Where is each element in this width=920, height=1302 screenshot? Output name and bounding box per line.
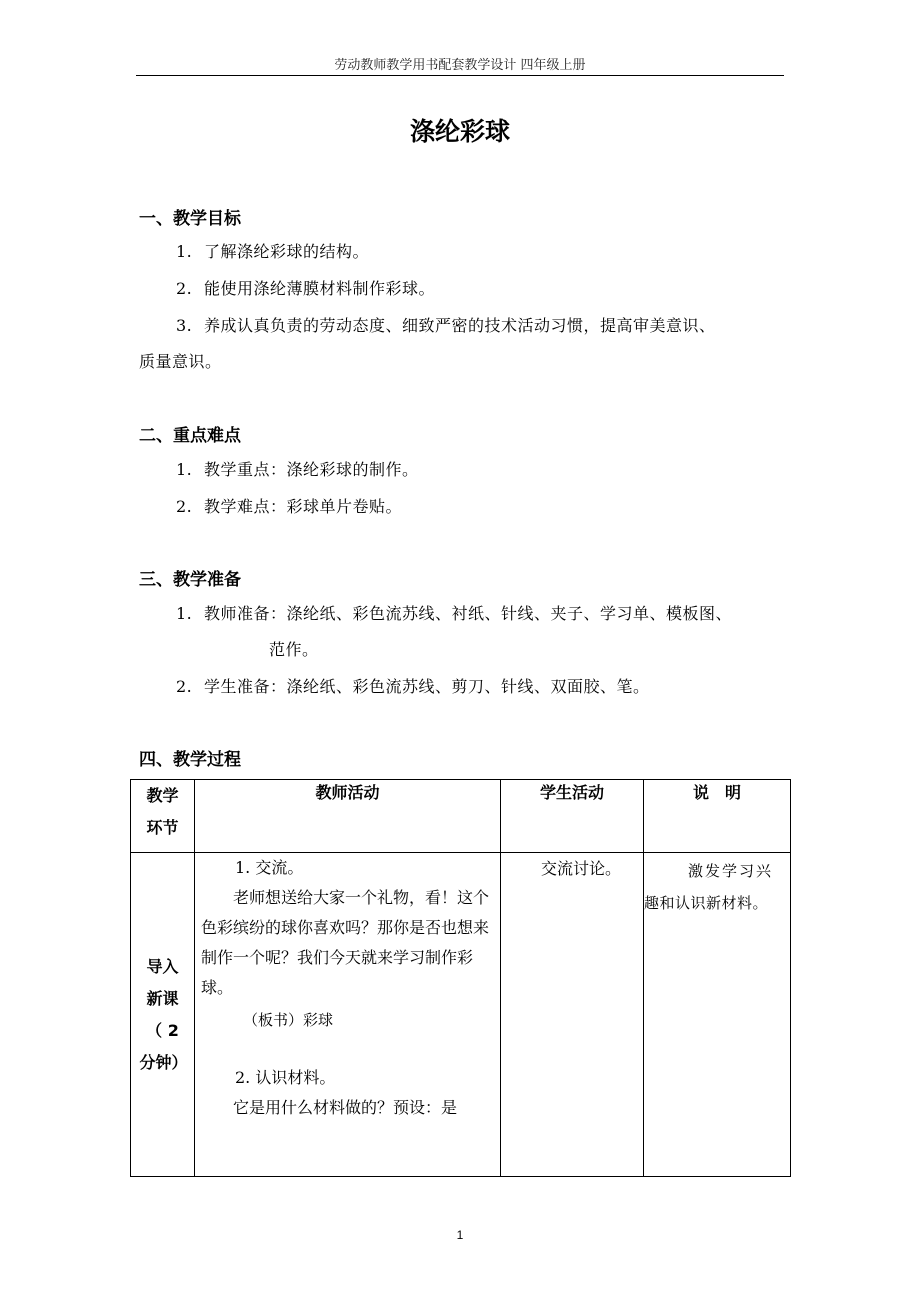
running-header: 劳动教师教学用书配套教学设计 四年级上册 (334, 58, 586, 73)
column-header-notes: 说 明 (644, 780, 791, 853)
page-title: 涤纶彩球 (409, 117, 510, 146)
teacher-paragraph-2: 它是用什么材料做的？预设：是 (233, 1098, 458, 1117)
list-item-continuation: 质量意识。 (139, 352, 222, 371)
column-header-student: 学生活动 (501, 780, 644, 853)
list-item: 2. 教学难点：彩球单片卷贴。 (176, 497, 403, 516)
section-heading-objectives: 一、教学目标 (139, 209, 241, 229)
teacher-paragraph-1: 老师想送给大家一个礼物，看！这个色彩缤纷的球你喜欢吗？那你是否也想来制作一个呢？我们今天就来学习制作彩球。 (201, 888, 490, 997)
list-item: 1. 了解涤纶彩球的结构。 (176, 242, 370, 261)
list-item-continuation: 范作。 (269, 640, 319, 659)
list-item: 1. 教学重点：涤纶彩球的制作。 (176, 460, 419, 479)
list-item: 2. 学生准备：涤纶纸、彩色流苏线、剪刀、针线、双面胶、笔。 (176, 677, 650, 696)
spacer (201, 1035, 496, 1063)
stage-cell: 导入新课（ 2 分钟） (131, 853, 195, 1177)
note-line: 趣和认识新材料。 (644, 894, 769, 912)
teacher-step-1: 1. 交流。 (235, 858, 304, 877)
header-divider (136, 75, 784, 76)
teacher-activity-cell (195, 853, 501, 1177)
list-item: 1. 教师准备：涤纶纸、彩色流苏线、衬纸、针线、夹子、学习单、模板图、 (176, 604, 733, 623)
notes-cell (644, 853, 791, 1177)
section-heading-process: 四、教学过程 (139, 750, 241, 770)
section-heading-key-points: 二、重点难点 (139, 426, 241, 446)
column-header-stage: 教学环节 (131, 780, 195, 853)
student-activity-cell: 交流讨论。 (501, 853, 644, 1177)
teaching-process-table (130, 779, 791, 1177)
table-header-row (131, 780, 791, 853)
note-line: 激发学习兴 (688, 862, 774, 880)
teacher-step-2: 2. 认识材料。 (235, 1068, 336, 1087)
column-header-teacher: 教师活动 (195, 780, 501, 853)
board-note: （板书）彩球 (243, 1011, 334, 1029)
list-item: 3. 养成认真负责的劳动态度、细致严密的技术活动习惯，提高审美意识、 (176, 316, 716, 335)
table-row (131, 853, 791, 1177)
page-number: 1 (456, 1228, 464, 1242)
list-item: 2. 能使用涤纶薄膜材料制作彩球。 (176, 279, 436, 298)
section-heading-preparation: 三、教学准备 (139, 570, 241, 590)
